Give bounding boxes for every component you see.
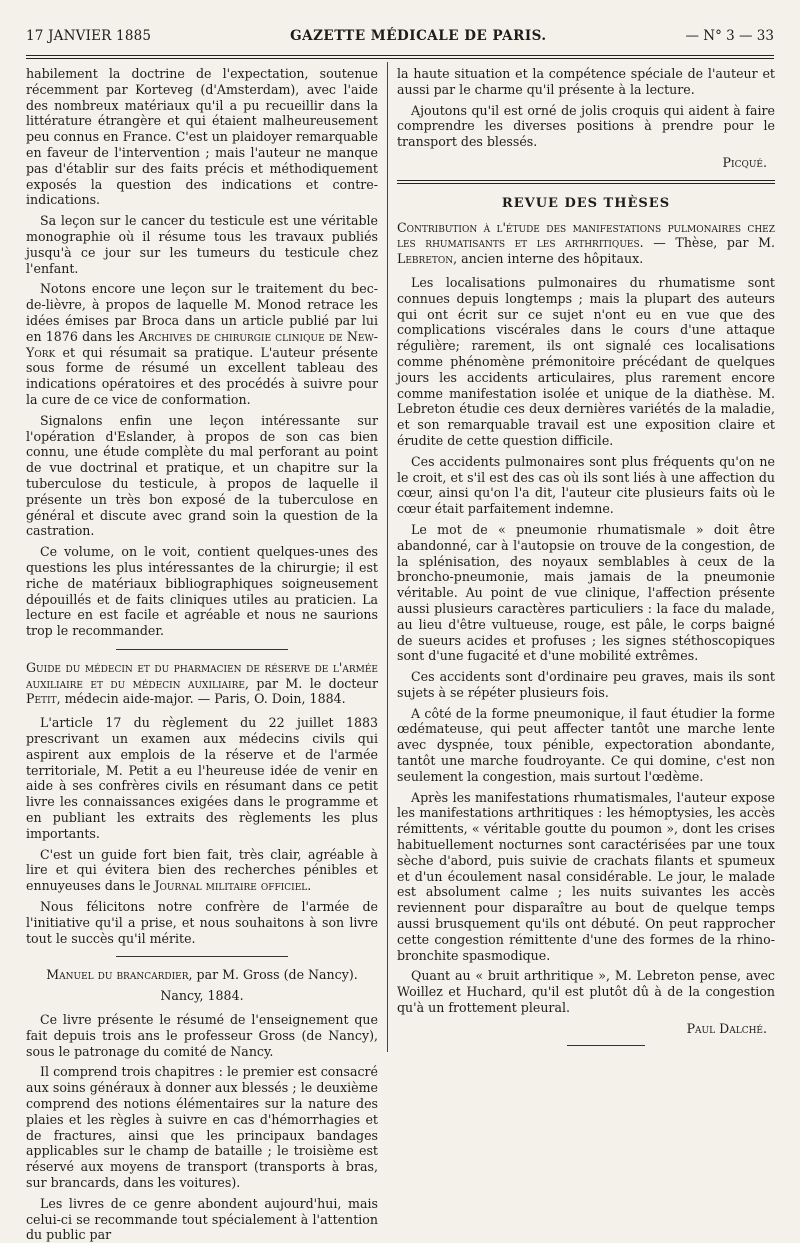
text-run: C'est un guide fort bien fait, très clair, agréable à lire et qui évitera bien des recherches pénibles et ennuyeuses dans le — [26, 846, 378, 894]
journal-reference: Archives de chirurgie clinique de New-York — [26, 328, 378, 360]
paragraph — [26, 281, 378, 407]
text-run: par M. le docteur — [248, 675, 378, 691]
author-signature: Paul Dalché. — [686, 1020, 767, 1036]
paragraph: Après les manifestations rhumatismales, l'auteur expose les manifestations arthritiques : les hémoptysies, les accès rémittents, « véritable goutte du poumon », dont les crises habituellement nocturnes sont caractérisées par une toux sèche d'abord, puis suivie de crachats filants et spumeux et d'un écoulement nasal considérable. Le jour, le malade est absolument calme ; les nuits suivantes les accès reviennent pour disparaître au bout de quelque temps aussi brusquement qu'ils ont débuté. On peut rapprocher cette congestion rémittente d'une des formes de la rhino-bronchite spasmodique. — [397, 789, 775, 963]
book-reference — [26, 967, 378, 983]
text-run: et qui résumait sa pratique. L'auteur présente sous forme de résumé un excellent tableau des indications opératoires et des procédés à suivre pour la cure de ce vice de conformation. — [26, 344, 378, 407]
journal-reference: Journal militaire officiel — [154, 878, 308, 894]
paragraph: Les localisations pulmonaires du rhumatisme sont connues depuis longtemps ; mais la plupart des auteurs qui ont écrit sur ce sujet n'ont eu en vue que des complications viscérales dans le cours d'une attaque régulière; rarement, ils ont signalé ces localisations comme phénomène prémonitoire précédant de quelques jours les accidents articulaires, plus rarement encore comme manifestation isolée et unique de la diathèse. M. Lebreton étudie ces deux dernières variétés de la maladie, et son remarquable travail est une exposition claire et érudite de cette question difficile. — [397, 274, 775, 448]
paragraph: Les livres de ce genre abondent aujourd'hui, mais celui-ci se recommande tout spécialement à l'attention du public par — [26, 1195, 378, 1243]
text-run: , médecin aide-major. — Paris, O. Doin, 1884. — [56, 691, 346, 707]
paragraph: Nous félicitons notre confrère de l'armée de l'initiative qu'il a prise, et nous souhaitons à son livre tout le succès qu'il mérite. — [26, 899, 378, 946]
header-date: 17 JANVIER 1885 — [26, 28, 152, 44]
paragraph: Ce volume, on le voit, contient quelques-unes des questions les plus intéressantes de la chirurgie; il est riche de matériaux bibliographiques soigneusement dépouillés et de faits cliniques utiles au praticien. La lecture en est facile et agréable et nous ne saurions trop le recommander. — [26, 544, 378, 639]
page-header — [26, 28, 774, 52]
right-column — [397, 66, 775, 1056]
paragraph: Ces accidents pulmonaires sont plus fréquents qu'on ne le croit, et s'il est des cas où ils sont liés à une affection du cœur, ainsi qu'on l'a dit, l'auteur cite plusieurs faits où le cœur était parfaitement indemne. — [397, 453, 775, 517]
paragraph: Ces accidents sont d'ordinaire peu graves, mais ils sont sujets à se répéter plusieurs fois. — [397, 669, 775, 700]
paragraph: Signalons enfin une leçon intéressante sur l'opération d'Eslander, à propos de son cas bien connu, une étude complète du mal perforant au point de vue doctrinal et pratique, et un chapitre sur la tuberculose du testicule, à propos de laquelle il présente un très bon exposé de la tuberculose en général et discute avec grand soin la question de la castration. — [26, 412, 378, 539]
thesis-author: Lebreton — [397, 251, 454, 267]
paragraph: habilement la doctrine de l'expectation, soutenue récemment par Korteveg (d'Amsterdam), avec l'aide des nombreux matériaux qu'il a pu recueillir dans la littérature étrangère et qui étaient malheureusement peu connus en France. C'est un plaidoyer remarquable en faveur de l'intervention ; mais l'auteur ne manque pas d'établir sur des faits précis et méthodiquement exposés la question des indications et contre-indications. — [26, 66, 378, 208]
paragraph: la haute situation et la compétence spéciale de l'auteur et aussi par le charme qu'il présente à la lecture. — [397, 66, 775, 97]
book-title: Manuel du brancardier, — [46, 967, 193, 983]
paragraph: A côté de la forme pneumonique, il faut étudier la forme œdémateuse, qui peut affecter tantôt une marche lente avec dyspnée, toux pénible, expectoration abondante, tantôt une marche foudroyante. Ce qui domine, c'est non seulement la congestion, mais surtout l'œdème. — [397, 705, 775, 784]
thesis-reference — [397, 220, 775, 267]
section-rule — [116, 649, 288, 650]
paragraph: Le mot de « pneumonie rhumatismale » doit être abandonné, car à l'autopsie on trouve de la congestion, de la splénisation, des noyaux semblables à ceux de la broncho-pneumonie, mais jamais de la pneumonie véritable. Au point de vue clinique, l'affection présente aussi plusieurs caractères particuliers : la face du malade, au lieu d'être vultueuse, rouge, est pâle, le corps baigné de sueurs acides et profuses ; les signes stéthoscopiques sont d'une fugacité et d'une mobilité extrêmes. — [397, 521, 775, 664]
paragraph: Il comprend trois chapitres : le premier est consacré aux soins généraux à donner aux blessés ; le deuxième comprend des notions élémentaires sur la nature des plaies et les règles à suivre en cas d'hémorrhagies et de fractures, ainsi que les principaux bandages applicables sur le champ de bataille ; le troisième est réservé aux moyens de transport (transports à bras, sur brancards, dans les voitures). — [26, 1064, 378, 1190]
issue-number: — N° 3 — 33 — [685, 28, 774, 44]
journal-title: GAZETTE MÉDICALE DE PARIS. — [290, 28, 547, 44]
text-run: — Thèse, par M. — [643, 235, 775, 251]
book-author: Petit — [26, 691, 57, 707]
book-title: Guide du médecin et du pharmacien de réserve de l'armée auxiliaire et du médecin auxiliaire, — [26, 659, 378, 691]
section-rule — [116, 956, 288, 957]
text-run: par M. Gross (de Nancy). — [192, 967, 358, 983]
text-run: . — [307, 878, 312, 894]
book-reference-place: Nancy, 1884. — [160, 988, 244, 1004]
paragraph — [26, 847, 378, 894]
book-reference — [26, 660, 378, 707]
left-column — [26, 66, 378, 1243]
column-divider — [387, 62, 388, 1052]
paragraph: Ajoutons qu'il est orné de jolis croquis qui aident à faire comprendre les diverses positions à prendre pour le transport des blessés. — [397, 102, 775, 150]
closing-rule — [567, 1045, 645, 1046]
text-run: Notons encore une leçon sur le traitement du bec-de-lièvre, à propos de laquelle M. Monod retrace les idées émises par Broca dans un article publié par lui en 1876 dans les — [26, 281, 378, 344]
paragraph: L'article 17 du règlement du 22 juillet 1883 prescrivant un examen aux médecins civils qui aspirent aux emplois de la réserve et de l'armée territoriale, M. Petit a eu l'heureuse idée de venir en aide à ses confrères civils en résumant dans ce petit livre les connaissances exigées dans le programme et en publiant les extraits des règlements les plus importants. — [26, 715, 378, 841]
author-signature: Picqué. — [722, 154, 767, 170]
header-rule — [26, 55, 774, 59]
paragraph: Quant au « bruit arthritique », M. Lebreton pense, avec Woillez et Huchard, qu'il est plutôt dû à de la congestion qu'à un frottement pleural. — [397, 968, 775, 1016]
section-rule — [397, 180, 775, 184]
paragraph: Sa leçon sur le cancer du testicule est une véritable monographie où il résume tous les travaux publiés jusqu'à ce jour sur les tumeurs du testicule chez l'enfant. — [26, 213, 378, 276]
thesis-title: Contribution à l'étude des manifestations pulmonaires chez les rhumatisants et les arthritiques. — [397, 219, 775, 251]
text-run: , ancien interne des hôpitaux. — [453, 251, 644, 267]
paragraph: Ce livre présente le résumé de l'enseignement que fait depuis trois ans le professeur Gross (de Nancy), sous le patronage du comité de Nancy. — [26, 1012, 378, 1059]
section-heading: REVUE DES THÈSES — [501, 195, 671, 211]
